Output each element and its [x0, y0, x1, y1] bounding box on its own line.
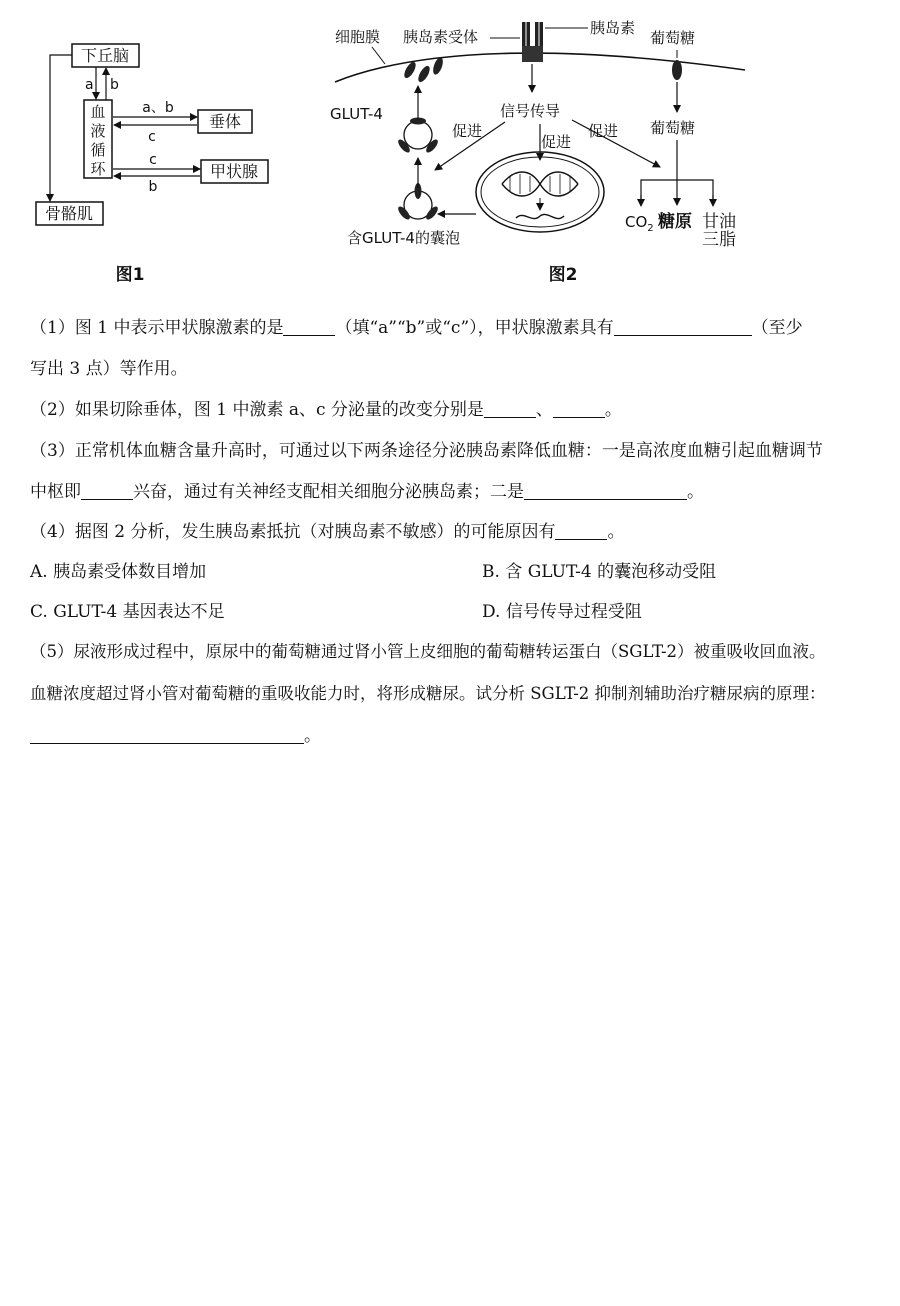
q2-text-c: 。 [604, 400, 622, 420]
dna-strand-2 [502, 172, 578, 196]
membrane-label: 细胞膜 [335, 28, 381, 46]
q3-text-a: （3）正常机体血糖含量升高时，可通过以下两条途径分泌胰岛素降低血糖：一是高浓度血糖引起血糖调节 [30, 441, 823, 461]
label-c-pituitary: c [148, 129, 156, 145]
promote-label-right: 促进 [588, 122, 619, 140]
q4-text-a: （4）据图 2 分析，发生胰岛素抵抗（对胰岛素不敏感）的可能原因有 [30, 522, 556, 542]
figures [0, 0, 900, 300]
glucose-out-label: 葡萄糖 [650, 29, 696, 47]
blood-label-1: 血 [90, 103, 106, 121]
insulin-label: 胰岛素 [590, 19, 636, 37]
question-2 [30, 400, 622, 420]
co2-label: $CO_2$ [625, 213, 654, 234]
q2-text-b: 、 [535, 400, 553, 420]
option-d[interactable]: D. 信号传导过程受阻 [482, 602, 642, 622]
blood-label-3: 循 [90, 141, 106, 159]
vesicle-upper [396, 118, 440, 155]
blood-label-4: 环 [90, 160, 106, 178]
q3-text-b: 中枢即 [30, 482, 81, 502]
question-5-line-2 [30, 684, 826, 704]
thyroid-label: 甲状腺 [209, 162, 259, 181]
muscle-label: 骨骼肌 [44, 204, 94, 223]
q1-blank-1[interactable] [283, 319, 335, 336]
q1-text-b: （填“a”“b”或“c”），甲状腺激素具有 [335, 318, 614, 338]
label-a-vertical: a [85, 77, 94, 93]
label-c-thyroid: c [149, 152, 157, 168]
figure-1-caption: 图1 [115, 265, 145, 285]
signal-label: 信号传导 [500, 102, 561, 120]
q1-blank-2[interactable] [614, 319, 752, 336]
question-1-line-1 [30, 318, 803, 338]
q5-blank[interactable] [30, 727, 304, 744]
insulin-receptor [522, 22, 543, 62]
pituitary-label: 垂体 [208, 112, 242, 131]
blood-label-2: 液 [90, 122, 106, 140]
arrow-hypothalamus-to-muscle [50, 55, 72, 201]
triglyceride-label-1: 甘油 [702, 212, 736, 232]
option-c[interactable]: C. GLUT-4 基因表达不足 [30, 602, 225, 622]
mrna [516, 214, 564, 218]
vesicle-label: 含GLUT-4的囊泡 [347, 229, 460, 247]
q4-text-b: 。 [607, 522, 625, 542]
q3-blank-1[interactable] [81, 483, 133, 500]
q4-blank[interactable] [555, 523, 607, 540]
nucleus [476, 152, 604, 232]
q2-text-a: （2）如果切除垂体，图 1 中激素 a、c 分泌量的改变分别是 [30, 400, 484, 420]
question-3-line-1 [30, 441, 823, 461]
q5-text-b: 血糖浓度超过肾小管对葡萄糖的重吸收能力时，将形成糖尿。试分析 SGLT-2 抑制剂辅助治疗糖尿病的原理： [30, 684, 826, 703]
q1-text-d: 写出 3 点）等作用。 [30, 359, 188, 379]
glucose-in-label: 葡萄糖 [650, 119, 696, 137]
q5-text-c: 。 [304, 726, 321, 746]
promote-label-middle: 促进 [541, 133, 572, 151]
glut4-label: GLUT-4 [330, 105, 383, 123]
figure-2-caption: 图2 [548, 265, 578, 285]
question-4 [30, 522, 624, 542]
triglyceride-label-2: 三脂 [702, 230, 736, 250]
q5-text-a: （5）尿液形成过程中，原尿中的葡萄糖通过肾小管上皮细胞的葡萄糖转运蛋白（SGLT-2）被重吸收回血液。 [30, 642, 826, 661]
q2-blank-1[interactable] [484, 401, 536, 418]
membrane-pointer [372, 47, 385, 64]
question-1-line-2 [30, 359, 188, 379]
q1-text-a: （1）图 1 中表示甲状腺激素的是 [30, 318, 284, 338]
option-a[interactable]: A. 胰岛素受体数目增加 [30, 562, 207, 582]
glycogen-label: 糖原 [658, 212, 692, 232]
vesicle-lower [396, 183, 440, 221]
receptor-label: 胰岛素受体 [403, 28, 479, 46]
figure-1 [36, 44, 268, 285]
glucose-transporter [672, 60, 682, 80]
question-3-line-2 [30, 482, 704, 502]
q1-text-c: （至少 [751, 318, 803, 338]
option-b[interactable]: B. 含 GLUT-4 的囊泡移动受阻 [482, 562, 717, 582]
q3-blank-2[interactable] [524, 483, 687, 500]
question-4-options-row-2 [30, 602, 870, 622]
label-ab: a、b [142, 100, 174, 116]
hypothalamus-label: 下丘脑 [80, 46, 130, 65]
promote-label-left: 促进 [452, 122, 483, 140]
label-b-vertical: b [110, 77, 119, 93]
q2-blank-2[interactable] [553, 401, 605, 418]
q3-text-d: 。 [687, 482, 704, 502]
q3-text-c: 兴奋，通过有关神经支配相关细胞分泌胰岛素；二是 [133, 482, 524, 502]
question-5-line-1 [30, 642, 826, 662]
question-4-options-row-1 [30, 562, 870, 582]
label-b-thyroid: b [148, 179, 158, 195]
figure-2 [330, 19, 745, 285]
question-5-line-3 [30, 726, 321, 746]
